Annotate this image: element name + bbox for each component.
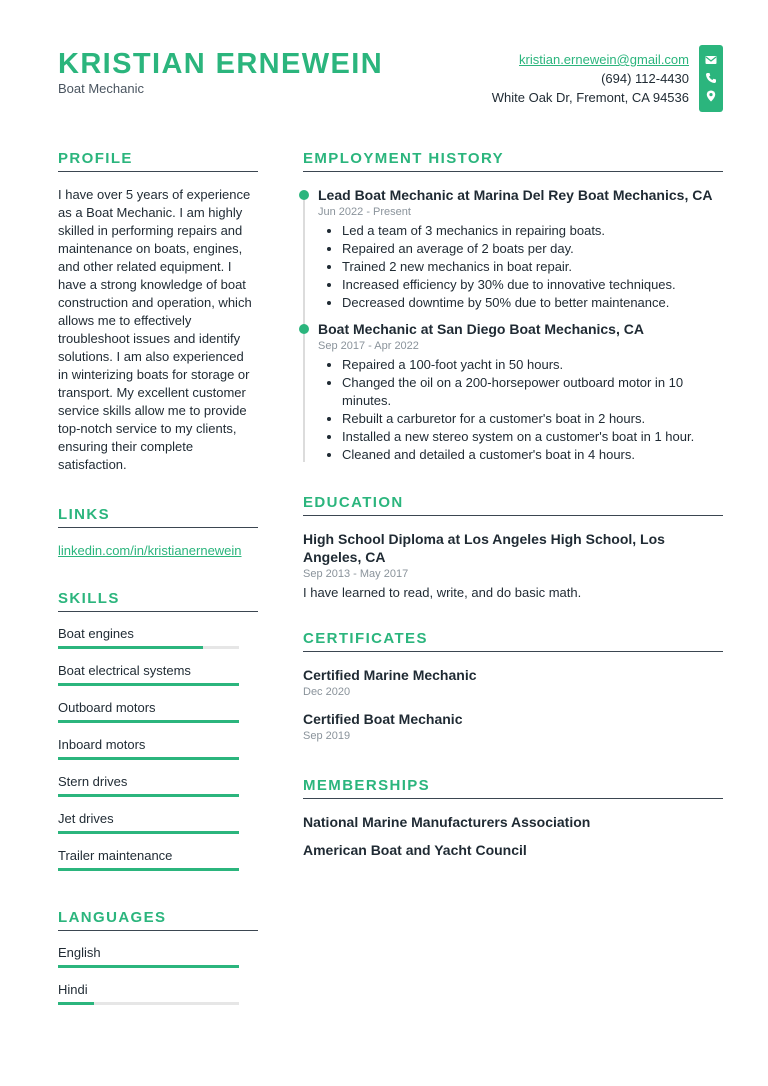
job-bullet: • Increased efficiency by 30% due to innovative techniques.: [342, 276, 723, 294]
job-entry-date: Sep 2017 - Apr 2022: [318, 340, 419, 352]
job-bullet: • Trained 2 new mechanics in boat repair.: [342, 258, 723, 276]
job-entry: [303, 320, 723, 464]
envelope-icon: [705, 54, 717, 66]
profile-section: [58, 150, 258, 474]
skill-item: [58, 774, 258, 797]
skill-level-bar: [58, 646, 239, 649]
language-level-bar: [58, 1002, 239, 1005]
profile-heading: PROFILE: [58, 150, 258, 172]
skill-level-bar: [58, 831, 239, 834]
skill-name: Stern drives: [58, 774, 128, 789]
skill-level-fill: [58, 757, 239, 760]
education-entry: [303, 530, 723, 600]
membership-item: American Boat and Yacht Council: [303, 842, 527, 858]
education-title: High School Diploma at Los Angeles High School, Los Angeles, CA: [303, 531, 665, 565]
right-column: [303, 150, 723, 859]
job-bullet: • Rebuilt a carburetor for a customer's boat in 2 hours.: [342, 410, 723, 428]
education-heading: EDUCATION: [303, 494, 723, 516]
location-pin-icon: [705, 90, 717, 102]
certificate-title: Certified Boat Mechanic: [303, 711, 463, 727]
skill-level-fill: [58, 831, 239, 834]
certificate-entry: [303, 666, 723, 698]
certificate-title: Certified Marine Mechanic: [303, 667, 477, 683]
phone-icon: [705, 72, 717, 84]
contact-block: [492, 50, 689, 107]
skill-level-bar: [58, 757, 239, 760]
job-entry-title: Boat Mechanic at San Diego Boat Mechanics, CA: [318, 321, 644, 337]
email-link[interactable]: kristian.ernewein@gmail.com: [519, 52, 689, 67]
skill-level-bar: [58, 683, 239, 686]
certificates-section: [303, 630, 723, 742]
skill-level-bar: [58, 794, 239, 797]
skills-heading: SKILLS: [58, 590, 258, 612]
skill-name: Jet drives: [58, 811, 114, 826]
links-heading: LINKS: [58, 506, 258, 528]
language-item: [58, 982, 258, 1005]
skill-item: [58, 700, 258, 723]
skill-item: [58, 737, 258, 760]
contact-icon-strip: [699, 45, 723, 112]
skill-name: Boat electrical systems: [58, 663, 191, 678]
job-bullet: • Decreased downtime by 50% due to better maintenance.: [342, 294, 723, 312]
language-level-fill: [58, 1002, 94, 1005]
skill-level-fill: [58, 646, 203, 649]
certificate-date: Dec 2020: [303, 686, 351, 698]
job-title: Boat Mechanic: [58, 81, 144, 96]
job-bullet: • Changed the oil on a 200-horsepower outboard motor in 10 minutes.: [342, 374, 723, 410]
job-bullet: • Repaired a 100-foot yacht in 50 hours.: [342, 356, 723, 374]
certificate-date: Sep 2019: [303, 730, 351, 742]
skill-level-fill: [58, 683, 239, 686]
skill-level-fill: [58, 720, 239, 723]
job-bullets: [342, 356, 723, 464]
skill-name: Inboard motors: [58, 737, 146, 752]
education-date: Sep 2013 - May 2017: [303, 568, 409, 580]
skill-item: [58, 626, 258, 649]
language-item: [58, 945, 258, 968]
languages-heading: LANGUAGES: [58, 909, 258, 931]
job-entry: [303, 186, 723, 312]
job-bullets: [342, 222, 723, 312]
employment-section: [303, 150, 723, 464]
links-section: [58, 506, 258, 558]
employment-heading: EMPLOYMENT HISTORY: [303, 150, 723, 172]
skill-item: [58, 663, 258, 686]
membership-item: National Marine Manufacturers Association: [303, 814, 591, 830]
skill-item: [58, 848, 258, 871]
timeline-dot: [299, 190, 309, 200]
job-entry-date: Jun 2022 - Present: [318, 206, 411, 218]
skill-level-bar: [58, 720, 239, 723]
skill-name: Boat engines: [58, 626, 134, 641]
job-bullet: • Cleaned and detailed a customer's boat in 4 hours.: [342, 446, 723, 464]
skill-name: Outboard motors: [58, 700, 156, 715]
resume-name: KRISTIAN ERNEWEIN: [58, 48, 384, 80]
skills-section: [58, 590, 258, 871]
skill-level-bar: [58, 868, 239, 871]
job-entry-title: Lead Boat Mechanic at Marina Del Rey Boat Mechanics, CA: [318, 187, 713, 203]
phone-number: (694) 112-4430: [601, 71, 689, 86]
job-bullet: • Led a team of 3 mechanics in repairing boats.: [342, 222, 723, 240]
employment-list: [303, 186, 723, 464]
memberships-section: [303, 777, 723, 859]
skill-item: [58, 811, 258, 834]
profile-text: I have over 5 years of experience as a Boat Mechanic. I am highly skilled in performing repairs and maintenance on boats, engines, and other related equipment. I have a strong knowledge of boat construction and operation, which allows me to effectively troubleshoot issues and identify solutions. I am also experienced in winterizing boats for storage or transport. My excellent customer service skills allow me to provide top-notch service to my clients, ensuring their complete satisfaction.: [58, 187, 252, 472]
language-name: Hindi: [58, 982, 88, 997]
languages-section: [58, 909, 258, 1005]
language-name: English: [58, 945, 101, 960]
language-level-bar: [58, 965, 239, 968]
job-bullet: • Installed a new stereo system on a customer's boat in 1 hour.: [342, 428, 723, 446]
timeline-dot: [299, 324, 309, 334]
skill-name: Trailer maintenance: [58, 848, 173, 863]
address: White Oak Dr, Fremont, CA 94536: [491, 90, 689, 105]
language-level-fill: [58, 965, 239, 968]
job-bullet: • Repaired an average of 2 boats per day.: [342, 240, 723, 258]
left-column: [58, 150, 258, 1005]
skill-level-fill: [58, 868, 239, 871]
certificates-heading: CERTIFICATES: [303, 630, 723, 652]
linkedin-link[interactable]: linkedin.com/in/kristianernewein: [58, 543, 242, 558]
memberships-heading: MEMBERSHIPS: [303, 777, 723, 799]
education-section: [303, 494, 723, 600]
education-description: I have learned to read, write, and do basic math.: [303, 585, 582, 600]
certificate-entry: [303, 710, 723, 742]
skill-level-fill: [58, 794, 239, 797]
